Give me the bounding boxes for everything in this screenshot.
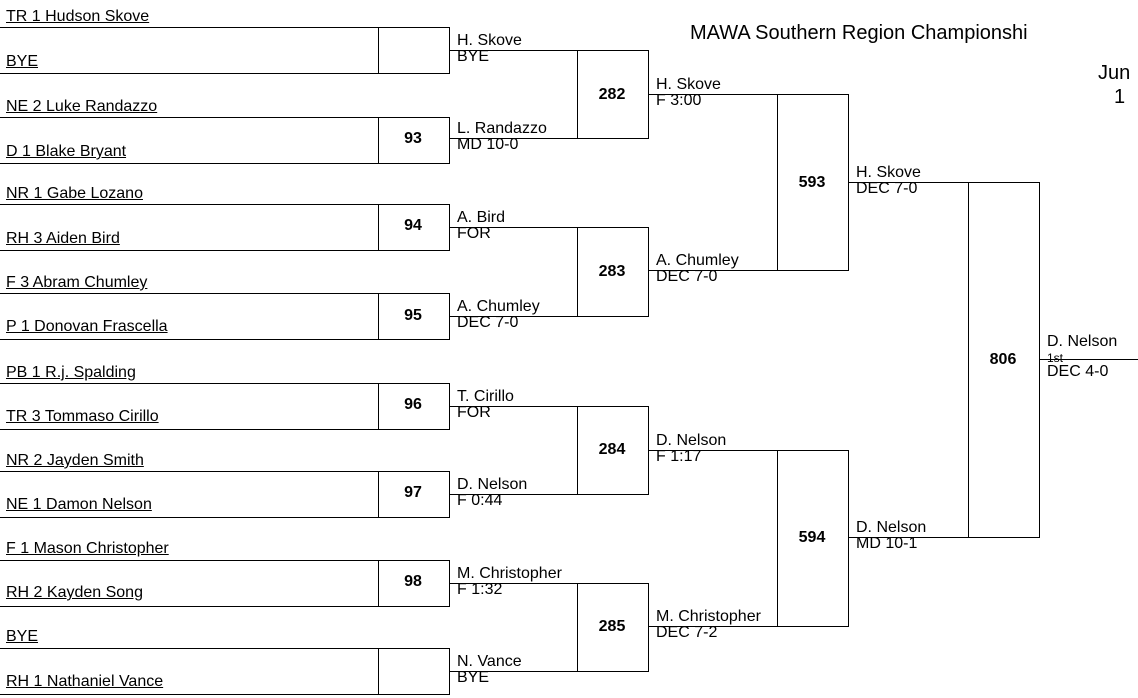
bout-number: 284 xyxy=(598,441,626,458)
slot-15: BYE xyxy=(6,628,39,645)
r1-box-8 xyxy=(379,649,450,695)
slot-10: TR 3 Tommaso Cirillo xyxy=(6,408,159,425)
winner-result: DEC 7-0 xyxy=(457,314,519,331)
winner-result: BYE xyxy=(457,48,490,65)
winner-name: M. Christopher xyxy=(656,608,761,625)
winner-name: H. Skove xyxy=(856,164,921,181)
slot-2: BYE xyxy=(6,53,39,70)
bout-number: 96 xyxy=(404,396,422,413)
champion-place: 1st xyxy=(1047,351,1064,365)
winner-result: F 1:32 xyxy=(457,581,503,598)
winner-name: T. Cirillo xyxy=(457,388,514,405)
winner-result: DEC 7-2 xyxy=(656,624,718,641)
winner-name: A. Bird xyxy=(457,209,506,226)
slot-16: RH 1 Nathaniel Vance xyxy=(6,673,164,690)
bout-number: 594 xyxy=(798,529,826,546)
date-line-1: Jun xyxy=(1098,62,1131,84)
winner-result: F 3:00 xyxy=(656,92,702,109)
slot-3: NE 2 Luke Randazzo xyxy=(6,98,158,115)
final-bout-number: 806 xyxy=(989,351,1017,368)
winner-result: MD 10-1 xyxy=(856,535,918,552)
tournament-title: MAWA Southern Region Championshi xyxy=(690,22,1028,44)
winner-name: H. Skove xyxy=(656,76,721,93)
slot-11: NR 2 Jayden Smith xyxy=(6,452,144,469)
winner-result: BYE xyxy=(457,669,490,686)
winner-result: FOR xyxy=(457,404,491,421)
winner-result: DEC 7-0 xyxy=(856,180,918,197)
bout-number: 97 xyxy=(404,484,422,501)
winner-result: DEC 7-0 xyxy=(656,268,718,285)
winner-name: D. Nelson xyxy=(656,432,727,449)
winner-name: D. Nelson xyxy=(856,519,927,536)
bout-number: 285 xyxy=(598,618,626,635)
slot-5: NR 1 Gabe Lozano xyxy=(6,185,143,202)
winner-name: D. Nelson xyxy=(457,476,528,493)
slot-7: F 3 Abram Chumley xyxy=(6,274,148,291)
bout-number: 95 xyxy=(404,307,422,324)
slot-13: F 1 Mason Christopher xyxy=(6,540,169,557)
winner-result: F 1:17 xyxy=(656,448,702,465)
champion-result: DEC 4-0 xyxy=(1047,363,1109,380)
bout-number: 593 xyxy=(798,174,826,191)
winner-name: H. Skove xyxy=(457,32,522,49)
bout-number: 283 xyxy=(598,263,626,280)
winner-name: N. Vance xyxy=(457,653,522,670)
winner-result: FOR xyxy=(457,225,491,242)
r1-box-1 xyxy=(379,28,450,74)
slot-14: RH 2 Kayden Song xyxy=(6,584,143,601)
winner-result: F 0:44 xyxy=(457,492,503,509)
slot-9: PB 1 R.j. Spalding xyxy=(6,364,136,381)
slot-8: P 1 Donovan Frascella xyxy=(6,318,168,335)
bout-number: 93 xyxy=(404,130,422,147)
slot-6: RH 3 Aiden Bird xyxy=(6,230,120,247)
winner-name: A. Chumley xyxy=(457,298,540,315)
bout-number: 282 xyxy=(598,86,626,103)
winner-name: M. Christopher xyxy=(457,565,562,582)
slot-4: D 1 Blake Bryant xyxy=(6,143,127,160)
bout-number: 98 xyxy=(404,573,422,590)
bout-number: 94 xyxy=(404,217,422,234)
champion-name: D. Nelson xyxy=(1047,333,1118,350)
winner-name: L. Randazzo xyxy=(457,120,547,137)
slot-12: NE 1 Damon Nelson xyxy=(6,496,152,513)
winner-name: A. Chumley xyxy=(656,252,739,269)
winner-result: MD 10-0 xyxy=(457,136,519,153)
slot-1: TR 1 Hudson Skove xyxy=(6,8,150,25)
date-line-2: 1 xyxy=(1114,86,1126,108)
